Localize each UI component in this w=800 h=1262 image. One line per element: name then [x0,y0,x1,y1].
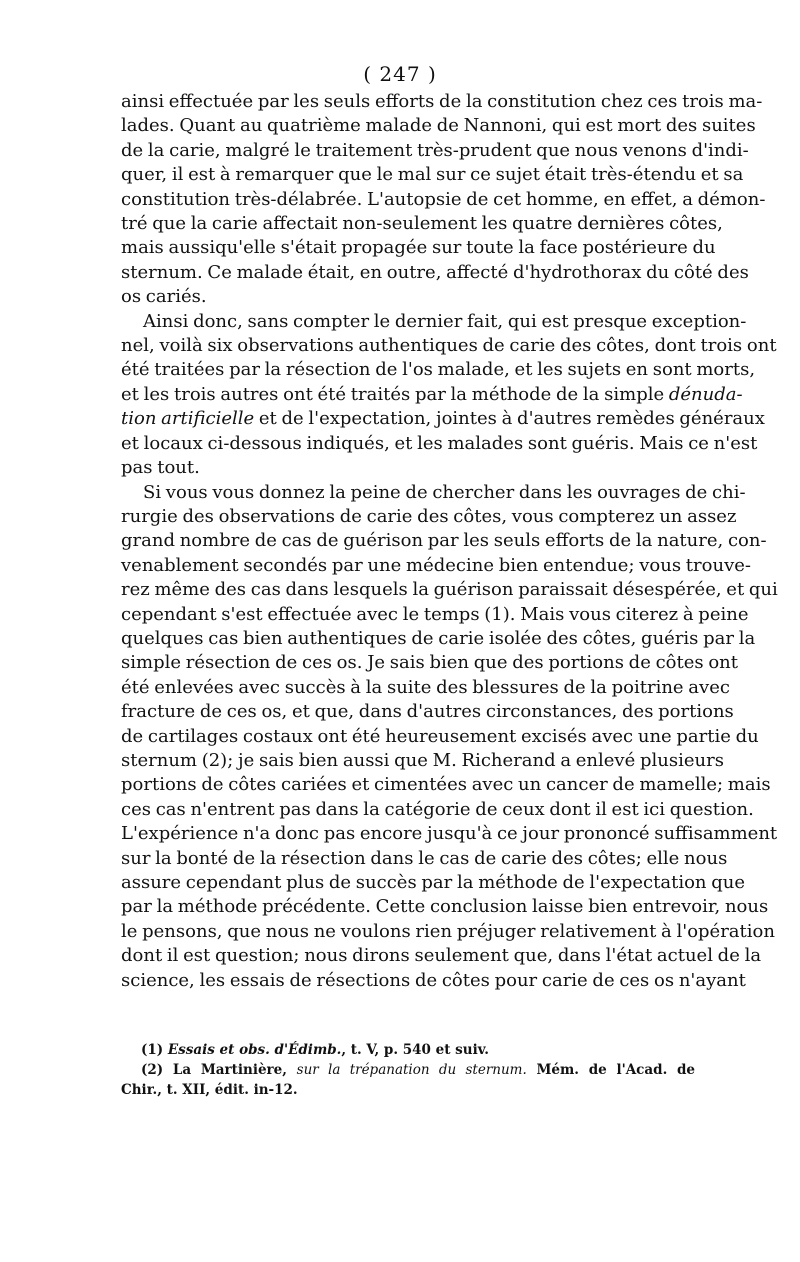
text-line [121,407,765,431]
text-line: tré que la carie affectait non-seulement les quatre dernières côtes, [121,213,723,235]
text-line: sternum. Ce malade était, en outre, affecté d'hydrothorax du côté des [121,261,749,283]
text-line: simple résection de ces os. Je sais bien que des portions de côtes ont [121,652,738,674]
text-line: de cartilages costaux ont été heureusement excisés avec une partie du [121,725,759,747]
footnote-2-continuation: Chir., t. XII, édit. in-12. [121,1082,298,1098]
text-line: été enlevées avec succès à la suite des blessures de la poitrine avec [121,676,730,698]
text-line: venablement secondés par une médecine bien entendue; vous trouve- [121,554,751,576]
text-line: constitution très-délabrée. L'autopsie de cet homme, en effet, a démon- [121,188,766,210]
text-line: ainsi effectuée par les seuls efforts de la constitution chez ces trois ma- [121,91,763,112]
text-line: L'expérience n'a donc pas encore jusqu'à ce jour prononcé suffisamment [121,823,778,845]
text-line: par la méthode précédente. Cette conclusion laisse bien entrevoir, nous [121,896,769,918]
text-line: et locaux ci-dessous indiqués, et les malades sont guéris. Mais ce n'est [121,432,758,454]
paragraph-start-line: Si vous vous donnez la peine de chercher dans les ouvrages de chi- [143,481,746,503]
text-line: ces cas n'entrent pas dans la catégorie de ceux dont il est ici question. [121,798,754,820]
text-line: dont il est question; nous dirons seulement que, dans l'état actuel de la [121,945,762,967]
text-line: quer, il est à remarquer que le mal sur ce sujet était très-étendu et sa [121,164,744,186]
footnote-title: sur la trépanation du sternum. [296,1062,527,1078]
footnote-title: Essais et obs. d'Édimb. [167,1042,342,1058]
text-line: le pensons, que nous ne voulons rien préjuger relativement à l'opération [121,920,775,942]
footnote-marker: (1) [141,1042,164,1058]
page-body-text [121,90,778,993]
italic-term: dénuda- [668,383,743,405]
footnote-marker: (2) [141,1062,164,1078]
text-line: rez même des cas dans lesquels la guérison paraissait désespérée, et qui [121,579,778,601]
text-line [121,383,743,407]
text-line: sternum (2); je sais bien aussi que M. Richerand a enlevé plusieurs [121,749,724,771]
text-line: nel, voilà six observations authentiques de carie des côtes, dont trois ont [121,335,777,357]
text-line: rurgie des observations de carie des côtes, vous compterez un assez [121,505,737,527]
text-line: lades. Quant au quatrième malade de Nannoni, qui est mort des suites [121,115,756,137]
text-line: cependant s'est effectuée avec le temps (1). Mais vous citerez à peine [121,603,749,625]
footnote-text: Mém. de l'Acad. de [536,1062,696,1078]
text-line: grand nombre de cas de guérison par les seuls efforts de la nature, con- [121,530,767,552]
paragraph-start-line: Ainsi donc, sans compter le dernier fait, qui est presque exception- [143,310,747,332]
text-fragment: et de l'expectation, jointes à d'autres remèdes généraux [258,408,765,430]
footnote-1 [121,1040,695,1060]
text-line: fracture de ces os, et que, dans d'autres circonstances, des portions [121,701,734,723]
text-line: quelques cas bien authentiques de carie isolée des côtes, guéris par la [121,627,756,649]
text-line: de la carie, malgré le traitement très-prudent que nous venons d'indi- [121,139,749,161]
footnote-text: , t. V, p. 540 et suiv. [341,1042,489,1058]
italic-term: tion [121,408,157,430]
text-line: science, les essais de résections de côtes pour carie de ces os n'ayant [121,969,746,991]
footnote-author: La Martinière, [172,1062,287,1078]
footnotes [121,1040,695,1100]
text-line: sur la bonté de la résection dans le cas de carie des côtes; elle nous [121,847,728,869]
text-line: mais aussiqu'elle s'était propagée sur toute la face postérieure du [121,237,716,259]
text-line: portions de côtes cariées et cimentées avec un cancer de mamelle; mais [121,774,771,796]
text-line: pas tout. [121,457,200,479]
text-fragment: et les trois autres ont été traités par la méthode de la simple [121,383,665,405]
footnote-2 [121,1060,695,1080]
italic-term: artificielle [161,408,255,430]
text-line: été traitées par la résection de l'os malade, et les sujets en sont morts, [121,359,756,381]
text-line: os cariés. [121,286,207,308]
text-line: assure cependant plus de succès par la méthode de l'expectation que [121,872,746,893]
page-number: ( 247 ) [363,62,437,86]
